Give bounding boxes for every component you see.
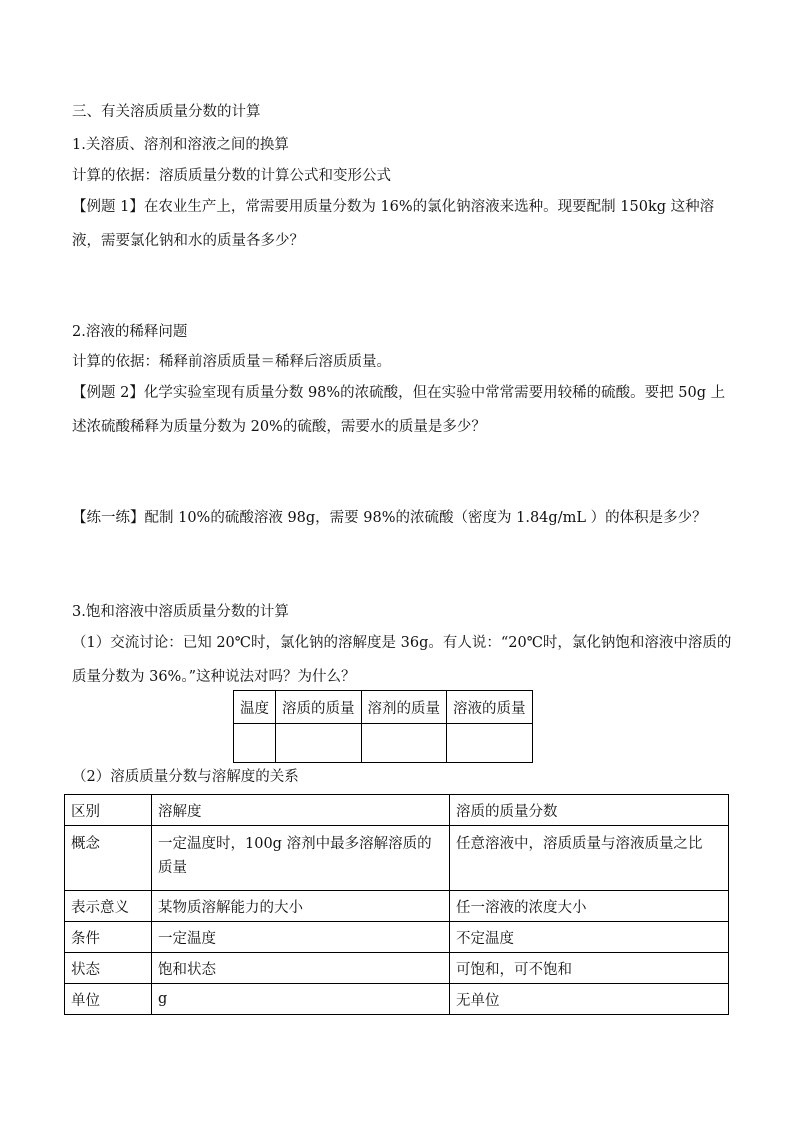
example-2: 【例题 2】化学实验室现有质量分数 98%的浓硫酸，但在实验中常常需要用较稀的硫酸。要把 50g 上述浓硫酸稀释为质量分数为 20%的硫酸，需要水的质量是多少？ [72,385,726,435]
table-header-cell: 区别 [65,795,152,826]
table-cell: 任意溶液中，溶质质量与溶液质量之比 [450,826,729,891]
comparison-table [64,794,729,1015]
row-label: 表示意义 [65,891,152,922]
subsection-3-title: 3.饱和溶液中溶质质量分数的计算 [72,604,289,620]
row-label: 状态 [65,953,152,984]
row-label: 单位 [65,984,152,1015]
table-header-cell: 溶质的质量分数 [450,795,729,826]
subsection-2-title: 2.溶液的稀释问题 [72,324,188,340]
subsection-1-basis: 计算的依据：溶质质量分数的计算公式和变形公式 [72,168,391,184]
relation-title: （2）溶质质量分数与溶解度的关系 [72,769,299,785]
table-cell: 一定温度时，100g 溶剂中最多溶解溶质的质量 [152,826,450,891]
table-cell: 不定温度 [450,922,729,953]
empty-cell [361,724,447,763]
table-cell: 一定温度 [152,922,450,953]
table-cell: g [152,984,450,1015]
table-cell: 无单位 [450,984,729,1015]
empty-cell [276,724,362,763]
table-cell: 饱和状态 [152,953,450,984]
mass-table [233,690,533,763]
table-header-cell: 溶剂的质量 [361,691,447,724]
empty-cell [447,724,533,763]
table-cell: 某物质溶解能力的大小 [152,891,450,922]
discussion-question: （1）交流讨论：已知 20℃时，氯化钠的溶解度是 36g。有人说：“20℃时，氯化钠饱和溶液中溶质的质量分数为 36%。”这种说法对吗？为什么？ [72,635,732,685]
table-cell: 任一溶液的浓度大小 [450,891,729,922]
empty-cell [234,724,276,763]
row-label: 概念 [65,826,152,891]
subsection-2-basis: 计算的依据：稀释前溶质质量＝稀释后溶质质量。 [72,354,391,370]
table-header-cell: 温度 [234,691,276,724]
table-header-cell: 溶解度 [152,795,450,826]
row-label: 条件 [65,922,152,953]
table-cell: 可饱和，可不饱和 [450,953,729,984]
table-header-cell: 溶液的质量 [447,691,533,724]
table-header-cell: 溶质的质量 [276,691,362,724]
example-1: 【例题 1】在农业生产上，常需要用质量分数为 16%的氯化钠溶液来选种。现要配制 150kg 这种溶液，需要氯化钠和水的质量各多少？ [72,199,715,249]
subsection-1-title: 1.关溶质、溶剂和溶液之间的换算 [72,137,289,153]
section-heading: 三、有关溶质质量分数的计算 [72,104,261,120]
practice-question: 【练一练】配制 10%的硫酸溶液 98g，需要 98%的浓硫酸（密度为 1.84g/mL ）的体积是多少？ [72,510,707,526]
